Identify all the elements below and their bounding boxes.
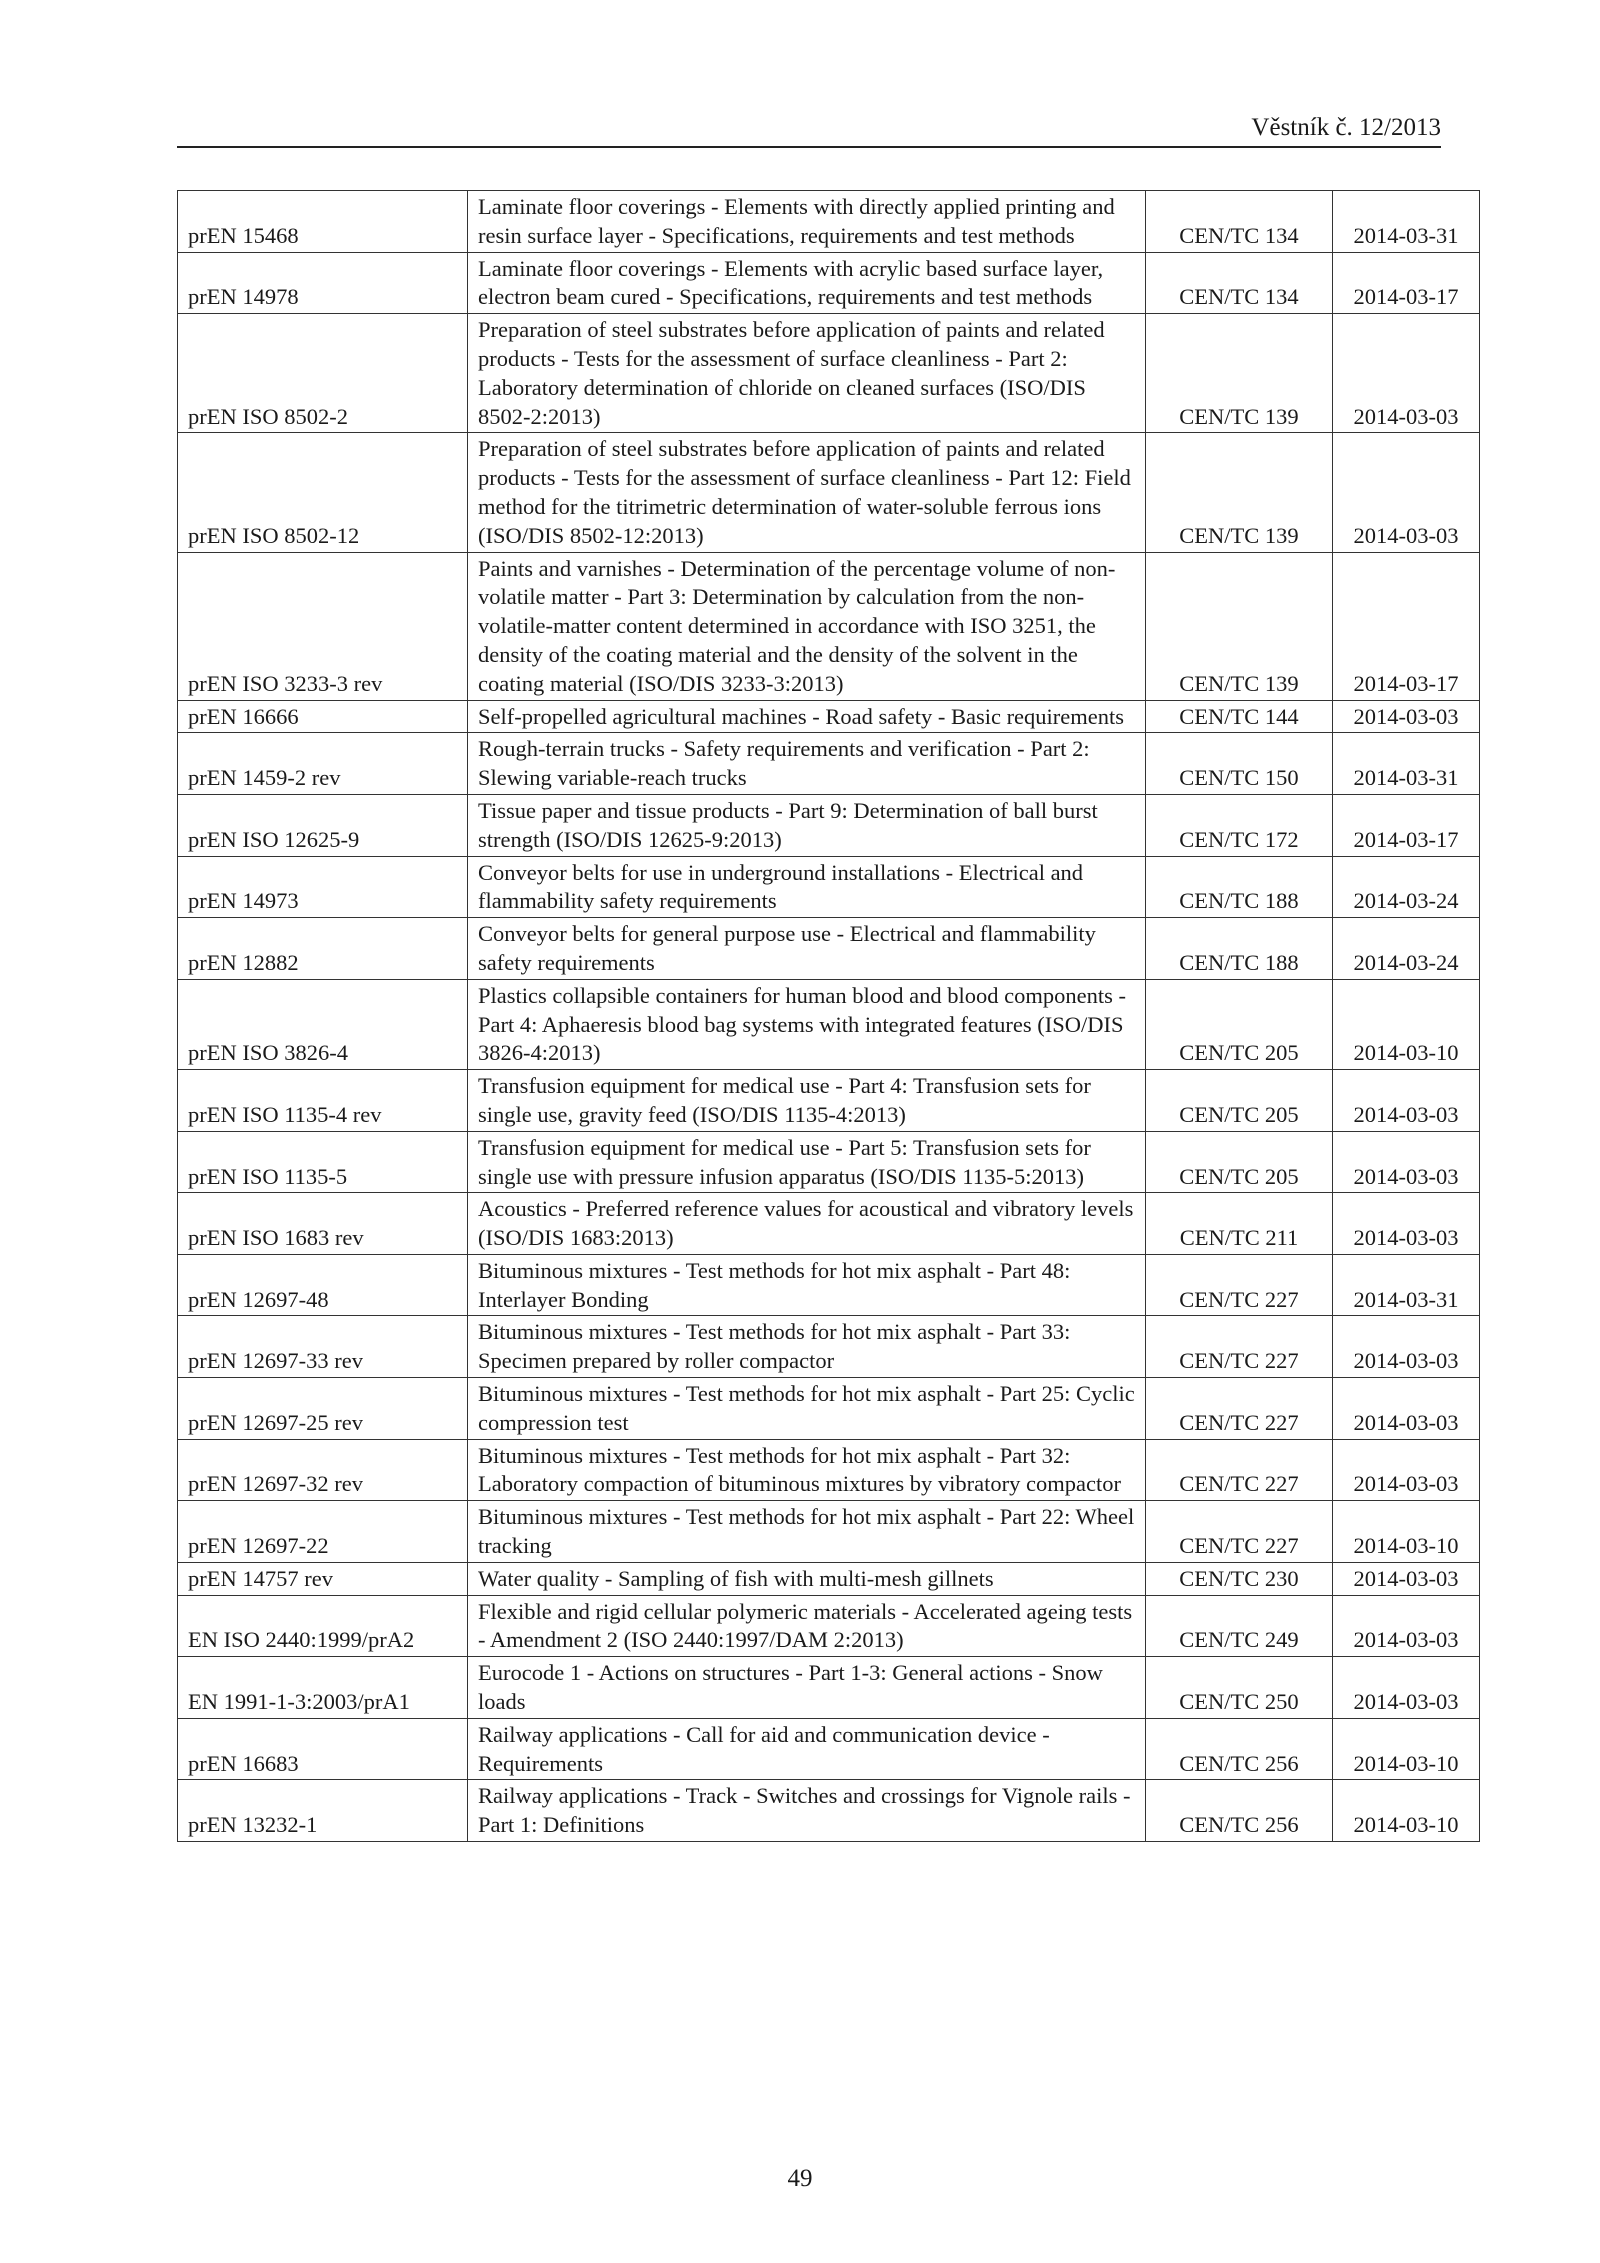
- table-row: [178, 1439, 1480, 1501]
- deadline-date-cell: 2014-03-03: [1333, 314, 1480, 433]
- technical-committee-cell: CEN/TC 205: [1146, 979, 1333, 1069]
- standard-code-cell: prEN 12697-48: [178, 1254, 468, 1316]
- table-row: [178, 733, 1480, 795]
- table-row: [178, 1780, 1480, 1842]
- standard-title-cell: Tissue paper and tissue products - Part 9: Determination of ball burst strength (ISO/DIS 12625-9:2013): [468, 794, 1146, 856]
- standard-code-cell: prEN 16683: [178, 1718, 468, 1780]
- table-row: [178, 700, 1480, 733]
- technical-committee-cell: CEN/TC 230: [1146, 1562, 1333, 1595]
- table-row: [178, 1562, 1480, 1595]
- standard-title-cell: Plastics collapsible containers for human blood and blood components - Part 4: Aphaeresis blood bag systems with integrated features (ISO/DIS 3826-4:2013): [468, 979, 1146, 1069]
- table-row: [178, 191, 1480, 253]
- deadline-date-cell: 2014-03-31: [1333, 1254, 1480, 1316]
- standard-title-cell: Preparation of steel substrates before application of paints and related products - Tests for the assessment of surface cleanliness - Part 12: Field method for the titrimetric determination of water-soluble ferrous ions (ISO/DIS 8502-12:2013): [468, 433, 1146, 552]
- deadline-date-cell: 2014-03-03: [1333, 433, 1480, 552]
- technical-committee-cell: CEN/TC 134: [1146, 252, 1333, 314]
- technical-committee-cell: CEN/TC 139: [1146, 314, 1333, 433]
- technical-committee-cell: CEN/TC 227: [1146, 1501, 1333, 1563]
- table-row: [178, 1070, 1480, 1132]
- deadline-date-cell: 2014-03-03: [1333, 1562, 1480, 1595]
- standard-code-cell: prEN 12882: [178, 918, 468, 980]
- table-row: [178, 918, 1480, 980]
- table-row: [178, 252, 1480, 314]
- table-row: [178, 1501, 1480, 1563]
- deadline-date-cell: 2014-03-03: [1333, 1595, 1480, 1657]
- standard-title-cell: Railway applications - Call for aid and communication device - Requirements: [468, 1718, 1146, 1780]
- table-row: [178, 1254, 1480, 1316]
- deadline-date-cell: 2014-03-17: [1333, 252, 1480, 314]
- deadline-date-cell: 2014-03-03: [1333, 1316, 1480, 1378]
- technical-committee-cell: CEN/TC 227: [1146, 1254, 1333, 1316]
- deadline-date-cell: 2014-03-24: [1333, 918, 1480, 980]
- standard-code-cell: prEN 12697-33 rev: [178, 1316, 468, 1378]
- standard-title-cell: Bituminous mixtures - Test methods for hot mix asphalt - Part 25: Cyclic compression test: [468, 1378, 1146, 1440]
- table-row: [178, 552, 1480, 700]
- standard-title-cell: Railway applications - Track - Switches and crossings for Vignole rails - Part 1: Definitions: [468, 1780, 1146, 1842]
- standards-table: [177, 190, 1480, 1842]
- deadline-date-cell: 2014-03-10: [1333, 1501, 1480, 1563]
- technical-committee-cell: CEN/TC 249: [1146, 1595, 1333, 1657]
- technical-committee-cell: CEN/TC 227: [1146, 1316, 1333, 1378]
- deadline-date-cell: 2014-03-31: [1333, 733, 1480, 795]
- standards-table-body: [178, 191, 1480, 1842]
- table-row: [178, 794, 1480, 856]
- deadline-date-cell: 2014-03-24: [1333, 856, 1480, 918]
- standard-code-cell: prEN 12697-25 rev: [178, 1378, 468, 1440]
- table-row: [178, 856, 1480, 918]
- deadline-date-cell: 2014-03-03: [1333, 1070, 1480, 1132]
- standard-title-cell: Water quality - Sampling of fish with multi-mesh gillnets: [468, 1562, 1146, 1595]
- technical-committee-cell: CEN/TC 188: [1146, 918, 1333, 980]
- technical-committee-cell: CEN/TC 227: [1146, 1439, 1333, 1501]
- technical-committee-cell: CEN/TC 150: [1146, 733, 1333, 795]
- standard-code-cell: prEN ISO 1683 rev: [178, 1193, 468, 1255]
- table-row: [178, 1316, 1480, 1378]
- deadline-date-cell: 2014-03-31: [1333, 191, 1480, 253]
- technical-committee-cell: CEN/TC 256: [1146, 1780, 1333, 1842]
- deadline-date-cell: 2014-03-10: [1333, 979, 1480, 1069]
- technical-committee-cell: CEN/TC 144: [1146, 700, 1333, 733]
- standard-title-cell: Bituminous mixtures - Test methods for hot mix asphalt - Part 48: Interlayer Bonding: [468, 1254, 1146, 1316]
- standard-title-cell: Bituminous mixtures - Test methods for hot mix asphalt - Part 32: Laboratory compaction of bituminous mixtures by vibratory compactor: [468, 1439, 1146, 1501]
- table-row: [178, 1657, 1480, 1719]
- standard-code-cell: prEN 12697-22: [178, 1501, 468, 1563]
- technical-committee-cell: CEN/TC 205: [1146, 1131, 1333, 1193]
- standard-code-cell: prEN 15468: [178, 191, 468, 253]
- technical-committee-cell: CEN/TC 134: [1146, 191, 1333, 253]
- table-row: [178, 1595, 1480, 1657]
- table-row: [178, 1131, 1480, 1193]
- standard-code-cell: prEN ISO 8502-2: [178, 314, 468, 433]
- technical-committee-cell: CEN/TC 139: [1146, 433, 1333, 552]
- technical-committee-cell: CEN/TC 172: [1146, 794, 1333, 856]
- technical-committee-cell: CEN/TC 250: [1146, 1657, 1333, 1719]
- standard-title-cell: Laminate floor coverings - Elements with directly applied printing and resin surface layer - Specifications, requirements and test methods: [468, 191, 1146, 253]
- table-row: [178, 1378, 1480, 1440]
- deadline-date-cell: 2014-03-03: [1333, 1193, 1480, 1255]
- technical-committee-cell: CEN/TC 205: [1146, 1070, 1333, 1132]
- deadline-date-cell: 2014-03-10: [1333, 1718, 1480, 1780]
- standard-title-cell: Conveyor belts for general purpose use - Electrical and flammability safety requirements: [468, 918, 1146, 980]
- standard-title-cell: Bituminous mixtures - Test methods for hot mix asphalt - Part 33: Specimen prepared by roller compactor: [468, 1316, 1146, 1378]
- table-row: [178, 1718, 1480, 1780]
- technical-committee-cell: CEN/TC 139: [1146, 552, 1333, 700]
- standard-code-cell: prEN 14757 rev: [178, 1562, 468, 1595]
- standard-code-cell: EN 1991-1-3:2003/prA1: [178, 1657, 468, 1719]
- page-header: [177, 110, 1441, 148]
- standard-title-cell: Laminate floor coverings - Elements with acrylic based surface layer, electron beam cured - Specifications, requirements and test methods: [468, 252, 1146, 314]
- table-row: [178, 979, 1480, 1069]
- table-row: [178, 1193, 1480, 1255]
- standard-title-cell: Conveyor belts for use in underground installations - Electrical and flammability safety requirements: [468, 856, 1146, 918]
- standard-title-cell: Transfusion equipment for medical use - Part 4: Transfusion sets for single use, gravity feed (ISO/DIS 1135-4:2013): [468, 1070, 1146, 1132]
- standard-code-cell: prEN ISO 3233-3 rev: [178, 552, 468, 700]
- standard-title-cell: Preparation of steel substrates before application of paints and related products - Tests for the assessment of surface cleanliness - Part 2: Laboratory determination of chloride on cleaned surfaces (ISO/DIS 8502-2:2013): [468, 314, 1146, 433]
- standard-code-cell: prEN ISO 12625-9: [178, 794, 468, 856]
- standard-code-cell: prEN 14978: [178, 252, 468, 314]
- standard-title-cell: Acoustics - Preferred reference values for acoustical and vibratory levels (ISO/DIS 1683:2013): [468, 1193, 1146, 1255]
- deadline-date-cell: 2014-03-03: [1333, 1131, 1480, 1193]
- standard-title-cell: Rough-terrain trucks - Safety requirements and verification - Part 2: Slewing variable-reach trucks: [468, 733, 1146, 795]
- standard-title-cell: Eurocode 1 - Actions on structures - Part 1-3: General actions - Snow loads: [468, 1657, 1146, 1719]
- standard-code-cell: prEN ISO 3826-4: [178, 979, 468, 1069]
- standard-code-cell: prEN ISO 8502-12: [178, 433, 468, 552]
- standard-title-cell: Transfusion equipment for medical use - Part 5: Transfusion sets for single use with pressure infusion apparatus (ISO/DIS 1135-5:2013): [468, 1131, 1146, 1193]
- standard-code-cell: prEN 13232-1: [178, 1780, 468, 1842]
- standard-code-cell: EN ISO 2440:1999/prA2: [178, 1595, 468, 1657]
- standard-code-cell: prEN ISO 1135-4 rev: [178, 1070, 468, 1132]
- page-number: 49: [787, 2165, 813, 2192]
- table-row: [178, 314, 1480, 433]
- standard-title-cell: Paints and varnishes - Determination of the percentage volume of non-volatile matter - Part 3: Determination by calculation from the non-volatile-matter content determined in accordance with ISO 3251, the density of the coating material and the density of the solvent in the coating material (ISO/DIS 3233-3:2013): [468, 552, 1146, 700]
- deadline-date-cell: 2014-03-17: [1333, 794, 1480, 856]
- deadline-date-cell: 2014-03-03: [1333, 1378, 1480, 1440]
- table-row: [178, 433, 1480, 552]
- deadline-date-cell: 2014-03-03: [1333, 1657, 1480, 1719]
- technical-committee-cell: CEN/TC 256: [1146, 1718, 1333, 1780]
- technical-committee-cell: CEN/TC 227: [1146, 1378, 1333, 1440]
- standard-code-cell: prEN ISO 1135-5: [178, 1131, 468, 1193]
- deadline-date-cell: 2014-03-03: [1333, 700, 1480, 733]
- standard-code-cell: prEN 14973: [178, 856, 468, 918]
- standard-title-cell: Flexible and rigid cellular polymeric materials - Accelerated ageing tests - Amendment 2 (ISO 2440:1997/DAM 2:2013): [468, 1595, 1146, 1657]
- deadline-date-cell: 2014-03-17: [1333, 552, 1480, 700]
- technical-committee-cell: CEN/TC 211: [1146, 1193, 1333, 1255]
- standard-code-cell: prEN 1459-2 rev: [178, 733, 468, 795]
- journal-title: Věstník č. 12/2013: [1251, 114, 1441, 141]
- deadline-date-cell: 2014-03-03: [1333, 1439, 1480, 1501]
- standard-title-cell: Bituminous mixtures - Test methods for hot mix asphalt - Part 22: Wheel tracking: [468, 1501, 1146, 1563]
- technical-committee-cell: CEN/TC 188: [1146, 856, 1333, 918]
- deadline-date-cell: 2014-03-10: [1333, 1780, 1480, 1842]
- standard-title-cell: Self-propelled agricultural machines - Road safety - Basic requirements: [468, 700, 1146, 733]
- standard-code-cell: prEN 16666: [178, 700, 468, 733]
- standard-code-cell: prEN 12697-32 rev: [178, 1439, 468, 1501]
